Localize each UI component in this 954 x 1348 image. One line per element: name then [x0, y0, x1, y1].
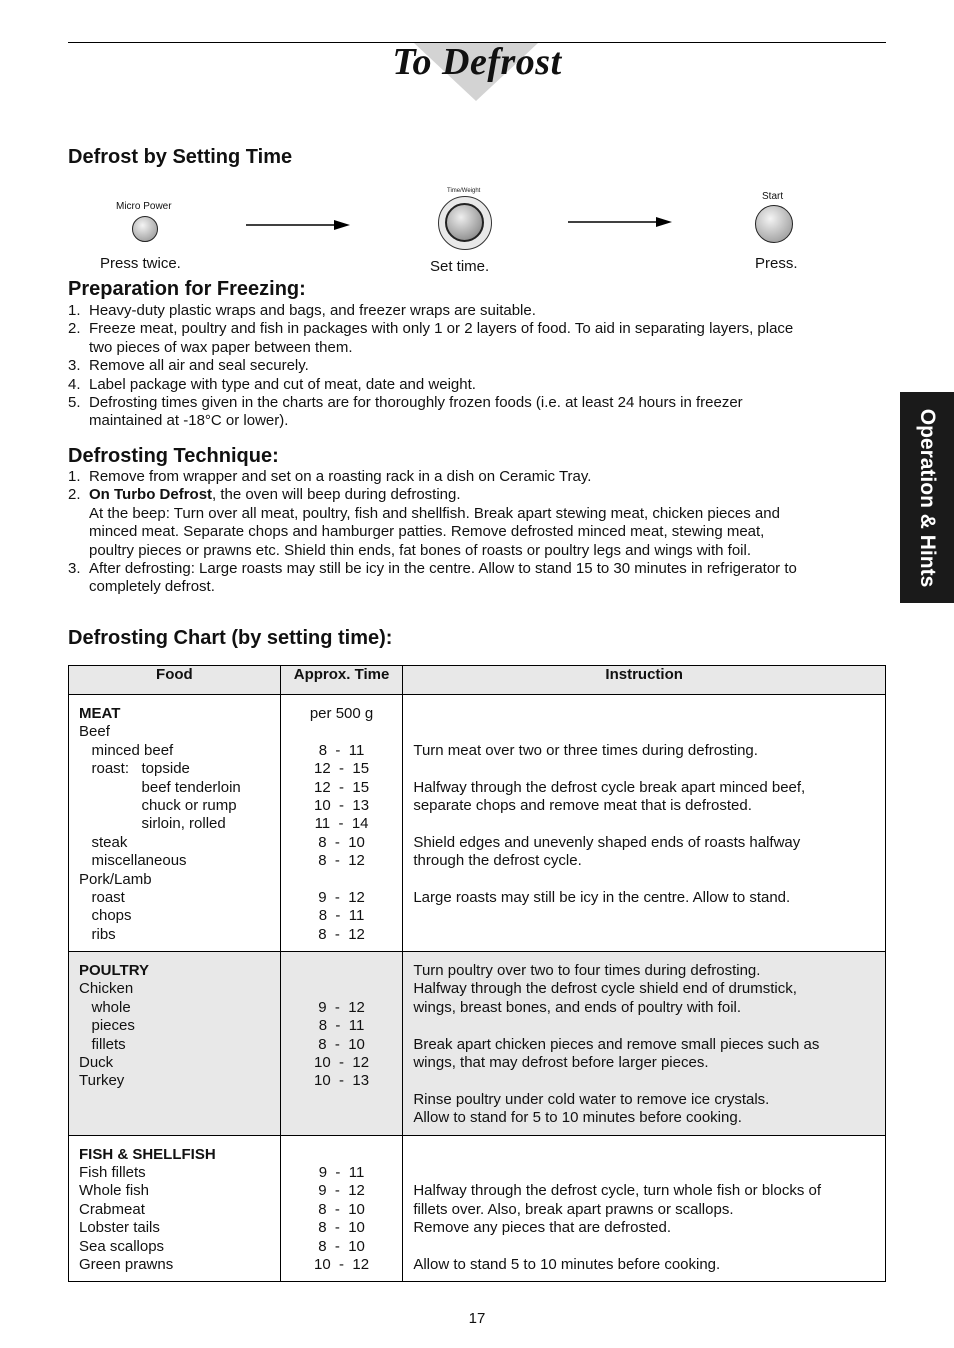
item-line: Label package with type and cut of meat, date and weight.: [89, 375, 476, 393]
time-line: 9 - 12: [318, 1182, 365, 1200]
item-line: At the beep: Turn over all meat, poultry, fish and shellfish. Break apart stewing meat, chicken pieces and: [89, 504, 780, 522]
time-line: 8 - 12: [318, 852, 365, 870]
instruction-line: [413, 815, 875, 833]
item-number: 2.: [68, 486, 81, 504]
section-side-tab: [900, 392, 954, 603]
time-line: 8 - 10: [318, 1035, 365, 1053]
food-line: MEAT: [79, 705, 121, 722]
list-item: [68, 376, 886, 394]
food-line: whole: [79, 998, 131, 1016]
cell-time: [280, 695, 403, 952]
micro-power-label: Micro Power: [116, 201, 172, 212]
food-line: sirloin, rolled: [79, 815, 226, 833]
food-line: Fish fillets: [79, 1163, 146, 1181]
time-line: 9 - 12: [318, 888, 365, 906]
food-line: beef tenderloin: [79, 778, 241, 796]
table-row: [69, 695, 886, 952]
page-number: 17: [468, 1310, 486, 1327]
item-text: , the oven will beep during defrosting.: [212, 486, 461, 504]
food-line: minced beef: [79, 741, 174, 759]
food-line: chops: [79, 907, 132, 925]
list-item: [68, 468, 886, 486]
list-item: [68, 486, 886, 560]
instruction-line: Rinse poultry under cold water to remove ice crystals.: [413, 1090, 770, 1108]
cell-instruction: [403, 695, 886, 952]
list-item: [68, 302, 886, 320]
list-item: [68, 394, 886, 431]
time-line: 8 - 11: [318, 907, 365, 925]
food-line: Beef: [79, 723, 110, 741]
technique-list: [68, 468, 886, 597]
instruction-line: wings, breast bones, and ends of poultry with foil.: [413, 998, 742, 1016]
instruction-line: Turn poultry over two to four times during defrosting.: [413, 962, 761, 980]
food-line: Duck: [79, 1054, 114, 1072]
item-line: Heavy-duty plastic wraps and bags, and freezer wraps are suitable.: [89, 302, 536, 319]
food-line: Crabmeat: [79, 1200, 145, 1218]
item-line: Defrosting times given in the charts are for thoroughly frozen foods (i.e. at least 24 hours in freezer: [89, 394, 743, 412]
item-number: 3.: [68, 560, 81, 578]
cell-food: [69, 952, 281, 1136]
defrost-chart-table: [68, 665, 886, 1282]
time-line: [281, 723, 403, 741]
step1-caption: Press twice.: [100, 255, 181, 272]
item-line: poultry pieces or prawns etc. Shield thin ends, fat bones of roasts or poultry legs and wings with foil.: [89, 541, 752, 559]
time-line: 10 - 13: [314, 796, 370, 814]
instruction-line: [413, 705, 875, 723]
table-row: [69, 952, 886, 1136]
food-line: Green prawns: [79, 1255, 174, 1273]
food-line: Pork/Lamb: [79, 870, 152, 888]
time-line: 12 - 15: [314, 760, 370, 778]
cell-time: [280, 1135, 403, 1282]
time-line: 8 - 10: [318, 1200, 365, 1218]
instruction-line: Allow to stand 5 to 10 minutes before cooking.: [413, 1255, 721, 1273]
cell-food: [69, 695, 281, 952]
cell-instruction: [403, 952, 886, 1136]
food-line: Chicken: [79, 980, 134, 998]
turbo-defrost-bold: On Turbo Defrost: [89, 486, 213, 504]
item-number: 1.: [68, 468, 81, 485]
item-line: maintained at -18°C or lower).: [89, 412, 289, 430]
food-line: fillets: [79, 1035, 126, 1053]
instruction-line: [413, 1238, 875, 1256]
col-header-time: Approx. Time: [280, 666, 403, 695]
list-item: [68, 357, 886, 375]
instruction-line: Break apart chicken pieces and remove small pieces such as: [413, 1035, 820, 1053]
cell-time: [280, 952, 403, 1136]
item-line: Freeze meat, poultry and fish in packages with only 1 or 2 layers of food. To aid in separating layers, place: [89, 320, 794, 338]
time-line: 10 - 12: [314, 1255, 370, 1273]
step3-caption: Press.: [755, 255, 798, 272]
food-line: FISH & SHELLFISH: [79, 1145, 216, 1163]
time-line: 10 - 13: [314, 1072, 370, 1090]
time-weight-label: Time/Weight: [447, 188, 481, 194]
list-item: [68, 560, 886, 597]
cell-instruction: [403, 1135, 886, 1282]
food-line: ribs: [79, 925, 116, 943]
food-line: miscellaneous: [79, 852, 187, 870]
item-number: 4.: [68, 375, 81, 393]
instruction-line: [413, 1072, 875, 1090]
preparation-list: [68, 302, 886, 431]
time-line: 8 - 11: [318, 741, 365, 759]
col-header-food: Food: [69, 666, 281, 695]
arrow-right-icon: [568, 215, 672, 229]
time-line: [281, 962, 403, 980]
instruction-line: Halfway through the defrost cycle break apart minced beef,: [413, 778, 806, 796]
time-line: 9 - 12: [318, 998, 365, 1016]
instruction-line: [413, 1146, 875, 1164]
item-number: 1.: [68, 302, 81, 319]
time-line: per 500 g: [309, 705, 374, 722]
instruction-line: Allow to stand for 5 to 10 minutes before cooking.: [413, 1109, 742, 1127]
instruction-line: Remove any pieces that are defrosted.: [413, 1219, 671, 1237]
table-row: [69, 1135, 886, 1282]
food-line: roast: topside: [79, 760, 190, 778]
cell-food: [69, 1135, 281, 1282]
time-line: 12 - 15: [314, 778, 370, 796]
dial-knob-icon: [445, 203, 484, 242]
page-title: To Defrost: [392, 41, 562, 83]
item-number: 5.: [68, 394, 81, 412]
start-label: Start: [762, 191, 784, 202]
item-line: two pieces of wax paper between them.: [89, 338, 353, 356]
food-line: Turkey: [79, 1072, 125, 1090]
technique-heading: Defrosting Technique:: [68, 445, 279, 467]
list-item: [68, 320, 886, 357]
food-line: pieces: [79, 1017, 135, 1035]
time-line: [281, 980, 403, 998]
instruction-line: fillets over. Also, break apart prawns or scallops.: [413, 1200, 734, 1218]
food-line: Whole fish: [79, 1182, 150, 1200]
defrost-setting-time-heading: Defrost by Setting Time: [68, 146, 293, 168]
instruction-line: Halfway through the defrost cycle, turn whole fish or blocks of: [413, 1182, 822, 1200]
instruction-line: [413, 871, 875, 889]
start-button[interactable]: [755, 205, 793, 243]
micro-power-button[interactable]: [132, 216, 158, 242]
time-line: 8 - 12: [318, 925, 365, 943]
time-line: 8 - 10: [318, 1237, 365, 1255]
chart-heading: Defrosting Chart (by setting time):: [68, 627, 393, 649]
preparation-heading: Preparation for Freezing:: [68, 278, 306, 300]
instruction-line: through the defrost cycle.: [413, 852, 582, 870]
instruction-line: Halfway through the defrost cycle shield end of drumstick,: [413, 980, 797, 998]
instruction-line: Large roasts may still be icy in the centre. Allow to stand.: [413, 888, 791, 906]
time-line: 10 - 12: [314, 1054, 370, 1072]
instruction-line: wings, that may defrost before larger pieces.: [413, 1054, 709, 1072]
time-line: 8 - 11: [318, 1017, 365, 1035]
step2-caption: Set time.: [430, 258, 490, 275]
instruction-line: [413, 723, 875, 741]
instruction-line: Turn meat over two or three times during defrosting.: [413, 741, 758, 759]
time-line: [281, 871, 403, 889]
food-line: steak: [79, 833, 128, 851]
item-line: Remove all air and seal securely.: [89, 357, 309, 375]
item-line: minced meat. Separate chops and hamburger patties. Remove defrosted minced meat, stewing meat,: [89, 523, 765, 541]
food-line: POULTRY: [79, 962, 149, 980]
food-line: roast: [79, 888, 125, 906]
time-line: 11 - 14: [314, 815, 369, 833]
side-tab-label: Operation & Hints: [916, 408, 939, 587]
table-header-row: [69, 666, 886, 695]
instruction-line: [413, 760, 875, 778]
arrow-right-icon: [246, 218, 350, 232]
item-line: After defrosting: Large roasts may still be icy in the centre. Allow to stand 15 to 30 minutes in refrigerator to: [89, 560, 797, 578]
col-header-instruction: Instruction: [403, 666, 886, 695]
time-line: 9 - 11: [318, 1163, 365, 1181]
time-line: 8 - 10: [318, 1219, 365, 1237]
instruction-line: [413, 1017, 875, 1035]
time-line: [281, 1146, 403, 1164]
item-text: Remove from wrapper and set on a roasting rack in a dish on Ceramic Tray.: [89, 468, 592, 485]
time-weight-dial[interactable]: [438, 196, 492, 250]
item-number: 2.: [68, 320, 81, 338]
food-line: Sea scallops: [79, 1237, 165, 1255]
instruction-line: separate chops and remove meat that is defrosted.: [413, 796, 752, 814]
item-number: 3.: [68, 357, 81, 375]
time-line: 8 - 10: [318, 833, 365, 851]
food-line: chuck or rump: [79, 796, 237, 814]
instruction-line: Shield edges and unevenly shaped ends of roasts halfway: [413, 833, 801, 851]
instruction-line: [413, 1164, 875, 1182]
item-line: completely defrost.: [89, 578, 215, 596]
food-line: Lobster tails: [79, 1219, 160, 1237]
